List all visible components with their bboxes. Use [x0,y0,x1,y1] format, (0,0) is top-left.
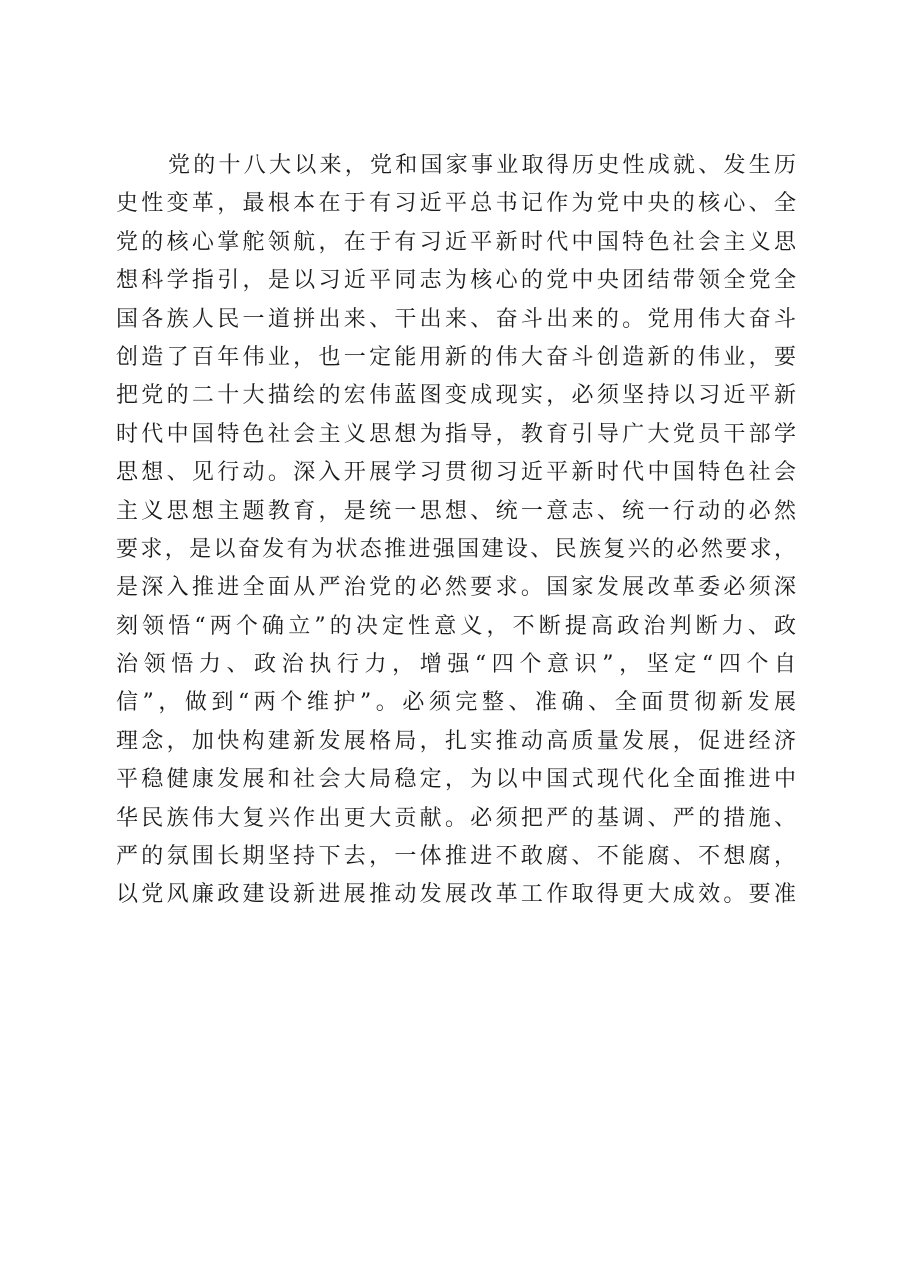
paragraph-line: 主义思想主题教育，是统一思想、统一意志、统一行动的必然 [116,498,796,524]
paragraph-line: 史性变革，最根本在于有习近平总书记作为党中央的核心、全 [116,191,796,217]
paragraph-line: 治领悟力、政治执行力，增强“四个意识”，坚定“四个自 [116,652,796,678]
paragraph-line: 国各族人民一道拼出来、干出来、奋斗出来的。党用伟大奋斗 [116,306,796,332]
paragraph-line: 信”，做到“两个维护”。必须完整、准确、全面贯彻新发展 [116,690,796,716]
paragraph-line: 把党的二十大描绘的宏伟蓝图变成现实，必须坚持以习近平新 [116,383,796,409]
paragraph-line: 党的核心掌舵领航，在于有习近平新时代中国特色社会主义思 [116,229,796,255]
paragraph-line: 思想、见行动。深入开展学习贯彻习近平新时代中国特色社会 [116,460,796,486]
paragraph-line: 想科学指引，是以习近平同志为核心的党中央团结带领全党全 [116,268,796,294]
paragraph-line: 平稳健康发展和社会大局稳定，为以中国式现代化全面推进中 [116,767,796,793]
paragraph-line: 理念，加快构建新发展格局，扎实推动高质量发展，促进经济 [116,728,796,754]
body-paragraph [116,147,796,915]
paragraph-line: 严的氛围长期坚持下去，一体推进不敢腐、不能腐、不想腐， [116,844,796,870]
paragraph-line: 刻领悟“两个确立”的决定性意义，不断提高政治判断力、政 [116,613,796,639]
paragraph-line: 以党风廉政建设新进展推动发展改革工作取得更大成效。要准 [116,882,796,908]
paragraph-line: 时代中国特色社会主义思想为指导，教育引导广大党员干部学 [116,421,796,447]
paragraph-line: 党的十八大以来，党和国家事业取得历史性成就、发生历 [168,153,796,178]
paragraph-line: 华民族伟大复兴作出更大贡献。必须把严的基调、严的措施、 [116,805,796,831]
paragraph-line: 要求，是以奋发有为状态推进强国建设、民族复兴的必然要求， [116,536,796,562]
paragraph-line: 是深入推进全面从严治党的必然要求。国家发展改革委必须深 [116,575,796,601]
paragraph-line: 创造了百年伟业，也一定能用新的伟大奋斗创造新的伟业，要 [116,344,796,370]
